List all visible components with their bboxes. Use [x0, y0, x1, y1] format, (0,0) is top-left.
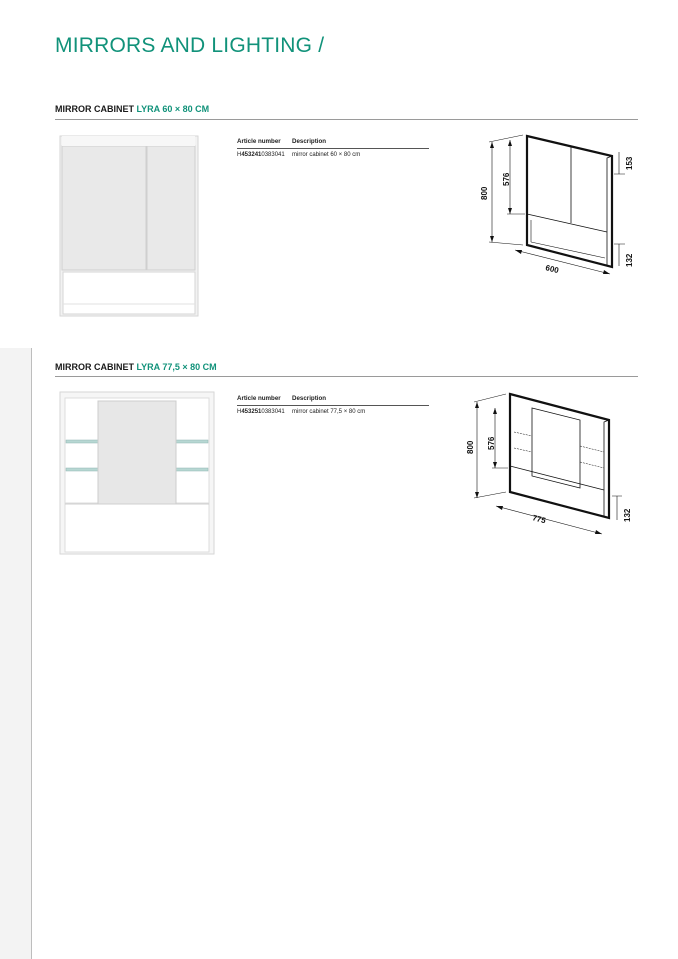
section-title-prefix: MIRROR CABINET: [55, 104, 137, 114]
header-description: Description: [292, 394, 327, 402]
article-number-cell: [237, 152, 292, 158]
article-table-lyra-60: [237, 134, 429, 160]
header-description: Description: [292, 137, 327, 145]
product-image-lyra-77-5: [58, 390, 218, 558]
section-title-accent: LYRA 77,5 × 80 CM: [136, 362, 217, 372]
article-prefix: H: [237, 151, 242, 158]
section-rule: [55, 376, 638, 377]
page-title: MIRRORS AND LIGHTING /: [55, 34, 325, 57]
technical-drawing-lyra-60: [475, 130, 645, 285]
dimension-height: 800: [466, 440, 475, 454]
section-title-accent: LYRA 60 × 80 CM: [136, 104, 210, 114]
article-number-cell: [237, 409, 292, 415]
description-cell: mirror cabinet 77,5 × 80 cm: [292, 408, 366, 415]
table-header: [237, 391, 429, 406]
description-cell: mirror cabinet 60 × 80 cm: [292, 151, 361, 158]
section-rule: [55, 119, 638, 120]
header-article-number: Article number: [237, 137, 281, 145]
article-table-lyra-77-5: [237, 391, 429, 417]
dimension-height: 800: [480, 186, 489, 200]
article-core: 453241: [241, 151, 262, 158]
section-title-lyra-60: [55, 104, 209, 114]
technical-drawing-lyra-77-5: [462, 388, 642, 538]
article-core: 453251: [241, 408, 262, 415]
article-suffix: 0383041: [261, 151, 285, 158]
table-row: [237, 406, 429, 417]
section-title-prefix: MIRROR CABINET: [55, 362, 137, 372]
dimension-bottom: 132: [623, 508, 632, 522]
dimension-inner: 576: [502, 172, 511, 186]
product-image-lyra-60: [58, 134, 203, 320]
dimension-width: 600: [544, 263, 560, 276]
article-prefix: H: [237, 408, 242, 415]
page-edge-strip: [0, 348, 32, 959]
article-suffix: 0383041: [261, 408, 285, 415]
table-row: [237, 149, 429, 160]
dimension-width: 775: [531, 513, 547, 526]
dimension-inner: 576: [487, 436, 496, 450]
header-article-number: Article number: [237, 394, 281, 402]
table-header: [237, 134, 429, 149]
dimension-top: 153: [625, 156, 634, 170]
section-title-lyra-77-5: [55, 362, 217, 372]
dimension-bottom: 132: [625, 253, 634, 267]
